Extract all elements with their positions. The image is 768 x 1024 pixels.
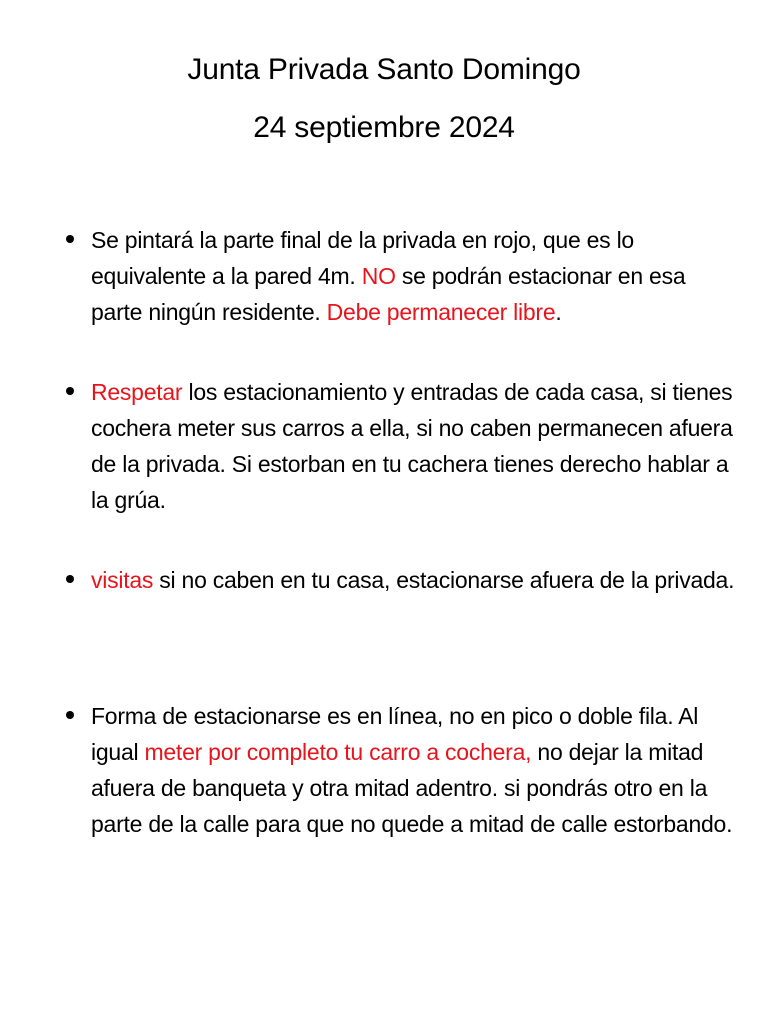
list-item-2 bbox=[62, 374, 742, 518]
highlight-debe-permanecer-libre: Debe permanecer libre bbox=[326, 299, 556, 325]
text-segment: se podrán estacionar en esa parte ningún residente. bbox=[91, 263, 686, 325]
page-title: Junta Privada Santo Domingo bbox=[187, 53, 581, 86]
list-item-text bbox=[91, 374, 742, 518]
bullet-icon bbox=[66, 575, 74, 583]
meeting-date: 24 septiembre 2024 bbox=[253, 111, 515, 144]
text-segment: . bbox=[555, 299, 562, 325]
highlight-no: NO bbox=[361, 263, 396, 289]
list-item-text bbox=[91, 222, 742, 330]
text-segment: si no caben en tu casa, estacionarse afuera de la privada. bbox=[153, 567, 735, 593]
text-segment: Forma de estacionarse es en línea, no en pico o doble fila. Al igual bbox=[91, 703, 699, 765]
bullet-icon bbox=[66, 387, 74, 395]
highlight-meter-por-completo: meter por completo tu carro a cochera, bbox=[144, 739, 532, 765]
text-segment: no dejar la mitad afuera de banqueta y otra mitad adentro. si pondrás otro en la parte de la calle para que no quede a mitad de calle estorbando. bbox=[91, 739, 733, 837]
list-item-3 bbox=[62, 562, 742, 598]
text-segment: los estacionamiento y entradas de cada casa, si tienes cochera meter sus carros a ella, si no caben permanecen afuera de la privada. Si estorban en tu cachera tienes derecho hablar a la grúa. bbox=[91, 379, 733, 513]
list-item-text bbox=[91, 698, 742, 842]
text-segment: Se pintará la parte final de la privada en rojo, que es lo equivalente a la pared 4m. bbox=[91, 227, 634, 289]
list-item-1 bbox=[62, 222, 742, 330]
highlight-visitas: visitas bbox=[91, 567, 154, 593]
list-item-4 bbox=[62, 698, 742, 842]
bullet-icon bbox=[66, 711, 74, 719]
list-item-text bbox=[91, 562, 742, 598]
highlight-respetar: Respetar bbox=[91, 379, 183, 405]
bullet-icon bbox=[66, 235, 74, 243]
